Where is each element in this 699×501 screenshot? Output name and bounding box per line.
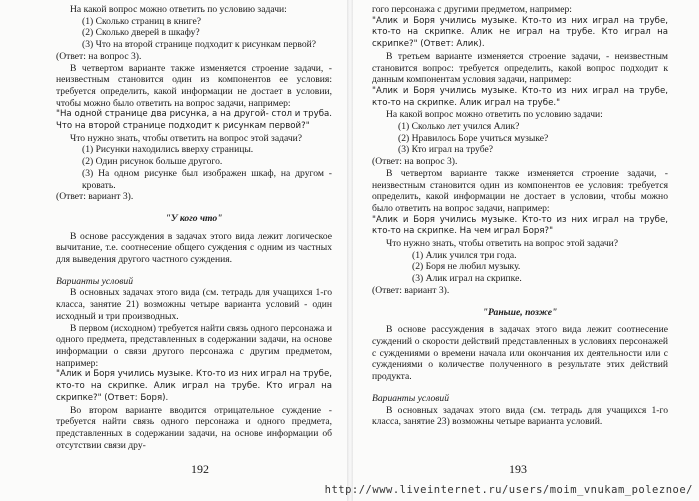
paragraph: (2) Один рисунок больше другого. xyxy=(82,156,223,168)
paragraph: "Раньше, позже" xyxy=(482,306,558,318)
right-page xyxy=(372,4,668,428)
paragraph: Варианты условий xyxy=(372,392,450,404)
paragraph: В третьем варианте изменяется строение задачи, - неизвестным становится вопрос: требуется определить, какой вопрос подходит к данным компонентам условия задачи, например: xyxy=(372,50,668,86)
paragraph: (1) Алик учился три года. xyxy=(412,249,517,261)
paragraph: В первом (исходном) требуется найти связь одного персонажа и одного предмета, представленных в содержании задачи, на основе информации о связи другого персонажа с другим предметом, например: xyxy=(56,322,332,369)
paragraph: В четвертом варианте также изменяется строение задачи, - неизвестным становится один из компонентов ее условия: требуется определить, какой информации не достает в условии, чтобы можно было ответить на вопрос задачи, например: xyxy=(372,167,668,214)
paragraph: (2) Боря не любил музыку. xyxy=(412,261,521,273)
paragraph: (Ответ: на вопрос 3). xyxy=(372,156,458,168)
paragraph: "Алик и Боря учились музыке. Кто-то из них играл на трубе, кто-то на скрипке. На чем играл Боря?" xyxy=(372,214,668,237)
paragraph: Во втором варианте вводится отрицательное суждение - требуется найти связь одного персонажа и одного предмета, представленных в содержании задачи, на основе информации об отсутствии связи дру- xyxy=(56,404,332,451)
paragraph: На какой вопрос можно ответить по условию задачи: xyxy=(70,4,287,15)
watermark-url: http://www.liveinternet.ru/users/moim_vnukam_poleznoe/ xyxy=(324,484,693,496)
paragraph: (Ответ: вариант 3). xyxy=(372,284,450,296)
page-number-left: 192 xyxy=(191,462,209,476)
paragraph: (1) Рисунки находились вверху страницы. xyxy=(82,144,254,156)
paragraph: (Ответ: на вопрос 3). xyxy=(56,50,142,62)
paragraph: Что нужно знать, чтобы ответить на вопрос этой задачи? xyxy=(386,238,619,250)
paragraph: В основе рассуждения в задачах этого вида лежит логическое вычитание, т.е. соотнесение общего суждения с одним из частных для выведения другого частного суждения. xyxy=(56,230,332,266)
paragraph: (1) Сколько страниц в книге? xyxy=(82,15,201,27)
paragraph: (2) Нравилось Боре учиться музыке? xyxy=(398,132,549,144)
paragraph: (Ответ: вариант 3). xyxy=(56,191,134,203)
paragraph: "Алик и Боря учились музыке. Кто-то из них играл на трубе, кто-то на скрипке. Алик не играл на трубе. Кто играл на скрипке?" (Ответ: Алик). xyxy=(372,15,668,50)
paragraph: (3) Алик играл на скрипке. xyxy=(412,273,522,285)
paragraph: В четвертом варианте также изменяется строение задачи, - неизвестным становится один из компонентов ее условия: требуется определить, какой информации не достает в условии, чтобы можно было ответить на вопрос задачи, например: xyxy=(56,62,332,109)
paragraph: "На одной странице два рисунка, а на другой- стол и труба. Что на второй странице подходит к рисункам первой?" xyxy=(56,109,332,132)
paragraph: гого персонажа с другими предметом, например: xyxy=(372,4,572,15)
paragraph: На какой вопрос можно ответить по условию задачи: xyxy=(386,109,603,121)
paragraph: (3) На одном рисунке был изображен шкаф, на другом - кровать. xyxy=(82,167,332,191)
paragraph: В основе рассуждения в задачах этого вида лежит соотнесение суждений о скорости действий представленных в условиях персонажей с суждениями о времени начала или окончания их деятельности или с суждениями о количестве полученного в результате этих действий продукта. xyxy=(372,324,668,383)
paragraph: (2) Сколько дверей в шкафу? xyxy=(82,27,200,39)
book-gutter xyxy=(347,0,353,501)
paragraph: (3) Что на второй странице подходит к рисункам первой? xyxy=(82,39,317,51)
paragraph: (3) Кто играл на трубе? xyxy=(398,144,493,156)
paragraph: "Алик и Боря учились музыке. Кто-то из них играл на трубе, кто-то на скрипке. Алик играл на трубе." xyxy=(372,85,668,108)
paragraph: В основных задачах этого вида (см. тетрадь для учащихся 1-го класса, занятие 23) возможны четыре варианта условий. xyxy=(372,404,668,428)
paragraph: Что нужно знать, чтобы ответить на вопрос этой задачи? xyxy=(70,132,303,144)
paragraph: В основных задачах этого вида (см. тетрадь для учащихся 1-го класса, занятие 21) возможны четыре варианта условий - один исходный и три производных. xyxy=(56,287,332,322)
paragraph: "Алик и Боря учились музыке. Кто-то из них играл на трубе, кто-то на скрипке. Алик играл на трубе. Кто играл на скрипке?" (Ответ: Боря). xyxy=(56,369,332,403)
paragraph: Варианты условий xyxy=(56,275,134,287)
left-page xyxy=(56,4,332,451)
paragraph: (1) Сколько лет учился Алик? xyxy=(398,121,520,133)
paragraph: "У кого что" xyxy=(165,212,223,224)
page-number-right: 193 xyxy=(509,462,527,476)
